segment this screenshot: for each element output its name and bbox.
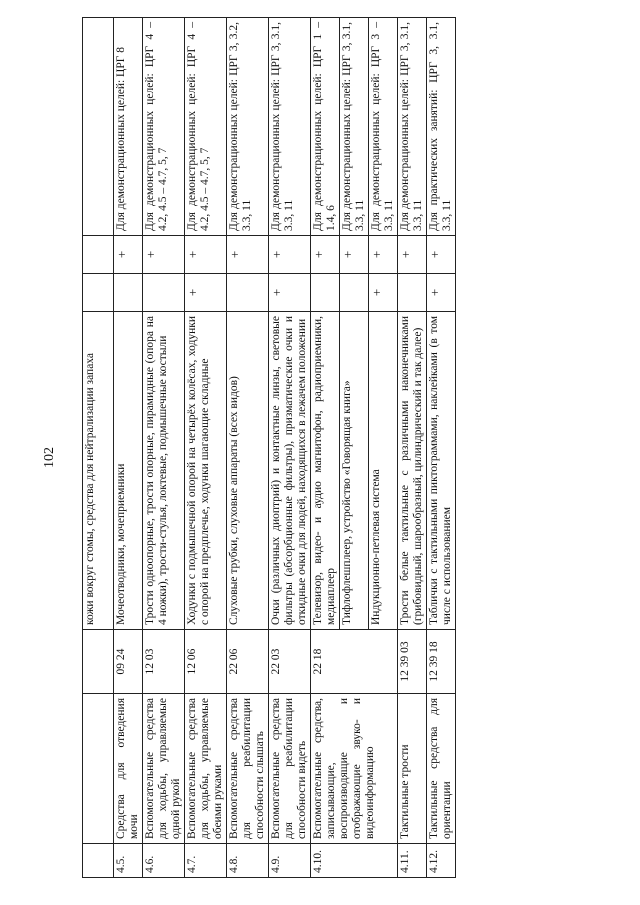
cell-purpose: Для демонстрационных целей: ЦРГ 4 – 4.2, 4.5 – 4.7, 5, 7 [143,18,185,236]
cell-mark-1 [227,274,269,312]
cell-name: Вспомогательные средства для реабилитации способности видеть [269,694,311,844]
cell-purpose: Для практических занятий: ЦРГ 3, 3.1, 3.3, 11 [427,18,456,236]
cell-product: Мочеотводники, мочеприемники [114,312,143,630]
cell-name: Тактильные трости [398,694,427,844]
cell-num: 4.5. [114,844,143,878]
cell-mark-1 [114,274,143,312]
cell-mark-1 [340,274,369,312]
cell-mark-1 [143,274,185,312]
cell-product: Ходунки с подмышечной опорой на четырёх колёсах, ходунки с опорой на предплечье, ходунки шагающие складные [185,312,227,630]
cell-num: 4.11. [398,844,427,878]
cell-product: Телевизор, видео- и аудио магнитофон, радиоприемники, медиаплеер [311,312,340,630]
cell-mark-2 [83,236,114,274]
cell-mark-1: + [369,274,398,312]
cell-purpose: Для демонстрационных целей: ЦРГ 1 – 1.4, 6 [311,18,340,236]
cell-product: Очки (различных диоптрий) и контактные линзы, световые фильтры (абсорбционные фильтры), призматические очки и откидные очки для людей, находящихся в лежачем положении [269,312,311,630]
cell-num [83,844,114,878]
page-number: 102 [42,447,57,468]
cell-mark-1 [83,274,114,312]
cell-mark-1: + [269,274,311,312]
cell-product: Индукционно-петлевая система [369,312,398,630]
table-row [269,18,311,878]
equipment-table [82,17,456,878]
table-row [311,18,340,878]
cell-product: Трости белые тактильные с различными наконечниками (грибовидный, шарообразный, цилиндрический и так далее) [398,312,427,630]
cell-purpose: Для демонстрационных целей: ЦРГ 3, 3.1, 3.3, 11 [340,18,369,236]
cell-mark-2: + [369,236,398,274]
cell-mark-1 [398,274,427,312]
cell-name: Вспомогательные средства для ходьбы, управляемые обеими руками [185,694,227,844]
cell-num: 4.8. [227,844,269,878]
cell-code: 22 03 [269,630,311,694]
cell-name [83,694,114,844]
table-row [185,18,227,878]
cell-num: 4.6. [143,844,185,878]
cell-mark-1: + [427,274,456,312]
cell-code: 12 03 [143,630,185,694]
cell-mark-1: + [185,274,227,312]
cell-code: 12 06 [185,630,227,694]
cell-mark-2: + [227,236,269,274]
cell-purpose: Для демонстрационных целей: ЦРГ 3, 3.1, 3.3, 11 [398,18,427,236]
cell-product: кожи вокруг стомы, средства для нейтрализации запаха [83,312,114,630]
cell-code: 22 06 [227,630,269,694]
cell-num: 4.10. [311,844,398,878]
cell-product: Трости одноопорные, трости опорные, пирамидные (опора на 4 ножки), трости-стулья, локтевые, подмышечные костыли [143,312,185,630]
cell-code [83,630,114,694]
cell-mark-2: + [340,236,369,274]
cell-code: 12 39 03 [398,630,427,694]
cell-num: 4.9. [269,844,311,878]
table-row [83,18,114,878]
cell-mark-2: + [114,236,143,274]
cell-num: 4.7. [185,844,227,878]
table-row [398,18,427,878]
cell-mark-1 [311,274,340,312]
cell-purpose: Для демонстрационных целей: ЦРГ 3, 3.2, 3.3, 11 [227,18,269,236]
cell-purpose: Для демонстрационных целей: ЦРГ 4 – 4.2, 4.5 – 4.7, 5, 7 [185,18,227,236]
cell-name: Вспомогательные средства для реабилитации способности слышать [227,694,269,844]
cell-name: Тактильные средства для ориентации [427,694,456,844]
cell-purpose: Для демонстрационных целей: ЦРГ 3 – 3.3, 11 [369,18,398,236]
cell-code: 09 24 [114,630,143,694]
table-row [114,18,143,878]
cell-mark-2: + [143,236,185,274]
cell-purpose: Для демонстрационных целей: ЦРГ 3, 3.1, 3.3, 11 [269,18,311,236]
cell-name: Средства для отведения мочи [114,694,143,844]
cell-purpose: Для демонстрационных целей: ЦРГ 8 [114,18,143,236]
table-row [427,18,456,878]
cell-mark-2: + [185,236,227,274]
cell-mark-2: + [398,236,427,274]
cell-product: Тифлофлешплеер, устройство «Говорящая книга» [340,312,369,630]
cell-product: Таблички с тактильными пиктограммами, наклейками (в том числе с использованием [427,312,456,630]
cell-mark-2: + [311,236,340,274]
cell-code: 12 39 18 [427,630,456,694]
cell-num: 4.12. [427,844,456,878]
table-row [227,18,269,878]
cell-name: Вспомогательные средства, записывающие, воспроизводящие и отображающие звуко- и видеоинформацию [311,694,398,844]
cell-product: Слуховые трубки, слуховые аппараты (всех видов) [227,312,269,630]
table-row [143,18,185,878]
cell-mark-2: + [427,236,456,274]
cell-mark-2: + [269,236,311,274]
cell-purpose [83,18,114,236]
cell-name: Вспомогательные средства для ходьбы, управляемые одной рукой [143,694,185,844]
cell-code: 22 18 [311,630,398,694]
equipment-table-rotated [82,18,582,878]
